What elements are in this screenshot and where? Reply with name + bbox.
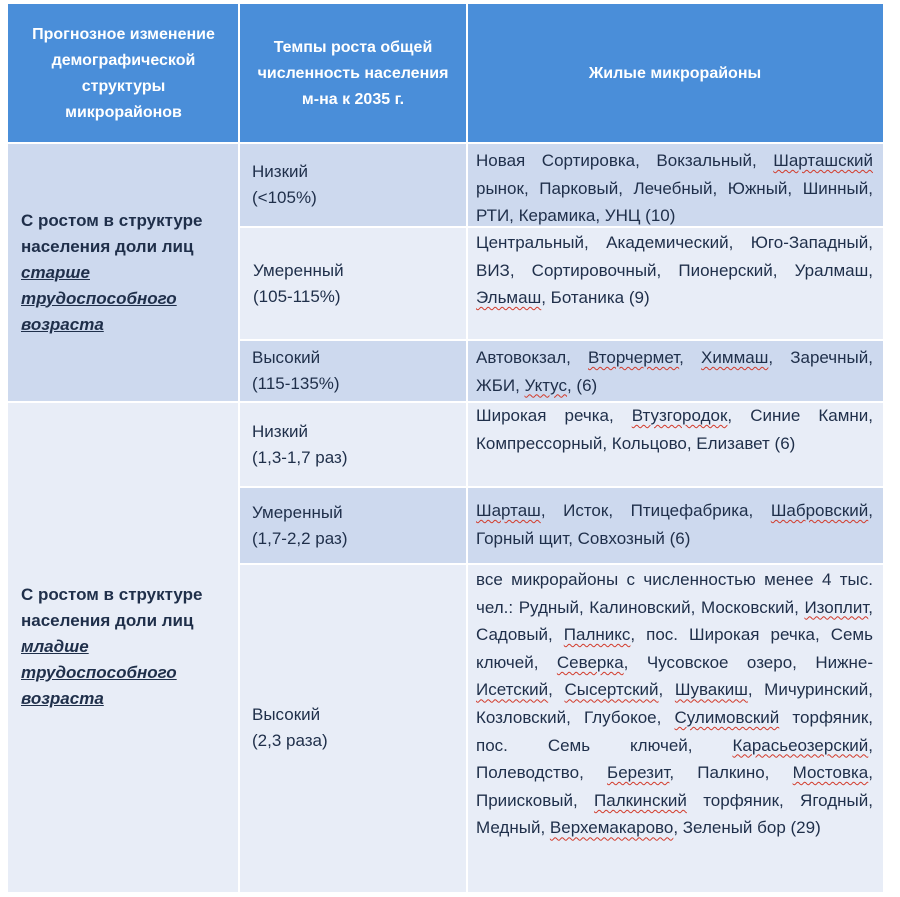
category-older-population: С ростом в структуре населения доли лиц старше трудоспособного возраста [8, 143, 239, 402]
rate-cell: Умеренный (105-115%) [239, 227, 467, 340]
row-divider [238, 563, 883, 565]
districts-cell: Широкая речка, Втузгородок, Синие Камни, Компрессорный, Кольцово, Елизавет (6) [467, 402, 883, 487]
row-divider [238, 339, 883, 341]
category-younger-population: С ростом в структуре населения доли лиц младше трудоспособного возраста [8, 402, 239, 892]
districts-cell: Автовокзал, Вторчермет, Химмаш, Заречный, ЖБИ, Уктус, (6) [467, 340, 883, 402]
header-col-forecast: Прогнозное изменение демографической структуры микрорайонов [8, 4, 239, 143]
demographic-table [8, 4, 883, 892]
districts-cell: Новая Сортировка, Вокзальный, Шарташский рынок, Парковый, Лечебный, Южный, Шинный, РТИ, Керамика, УНЦ (10) [467, 143, 883, 227]
column-divider [466, 4, 468, 892]
row-divider [238, 486, 883, 488]
group-divider [8, 401, 883, 403]
rate-cell: Низкий (<105%) [239, 143, 467, 227]
row-divider [238, 226, 883, 228]
districts-cell: Центральный, Академический, Юго-Западный, ВИЗ, Сортировочный, Пионерский, Уралмаш, Эльмаш, Ботаника (9) [467, 227, 883, 340]
header-col-districts: Жилые микрорайоны [467, 4, 883, 143]
rate-cell: Низкий (1,3-1,7 раз) [239, 402, 467, 487]
column-divider [238, 4, 240, 892]
rate-cell: Умеренный (1,7-2,2 раз) [239, 487, 467, 564]
districts-cell: Шарташ, Исток, Птицефабрика, Шабровский, Горный щит, Совхозный (6) [467, 487, 883, 564]
districts-cell: все микрорайоны с численностью менее 4 тыс. чел.: Рудный, Калиновский, Московский, Изоплит, Садовый, Палникс, пос. Широкая речка, Семь ключей, Северка, Чусовское озеро, Нижне-Исетский, Сысертский, Шувакиш, Мичуринский, Козловский, Глубокое, Сулимовский торфяник, пос. Семь ключей, Карасьеозерский, Полеводство, Березит, Палкино, Мостовка, Приисковый, Палкинский торфяник, Ягодный, Медный, Верхемакарово, Зеленый бор (29) [467, 564, 883, 892]
rate-cell: Высокий (115-135%) [239, 340, 467, 402]
header-col-growth-rate: Темпы роста общей численность населения м-на к 2035 г. [239, 4, 467, 143]
header-divider [8, 142, 883, 144]
rate-cell: Высокий (2,3 раза) [239, 564, 467, 892]
